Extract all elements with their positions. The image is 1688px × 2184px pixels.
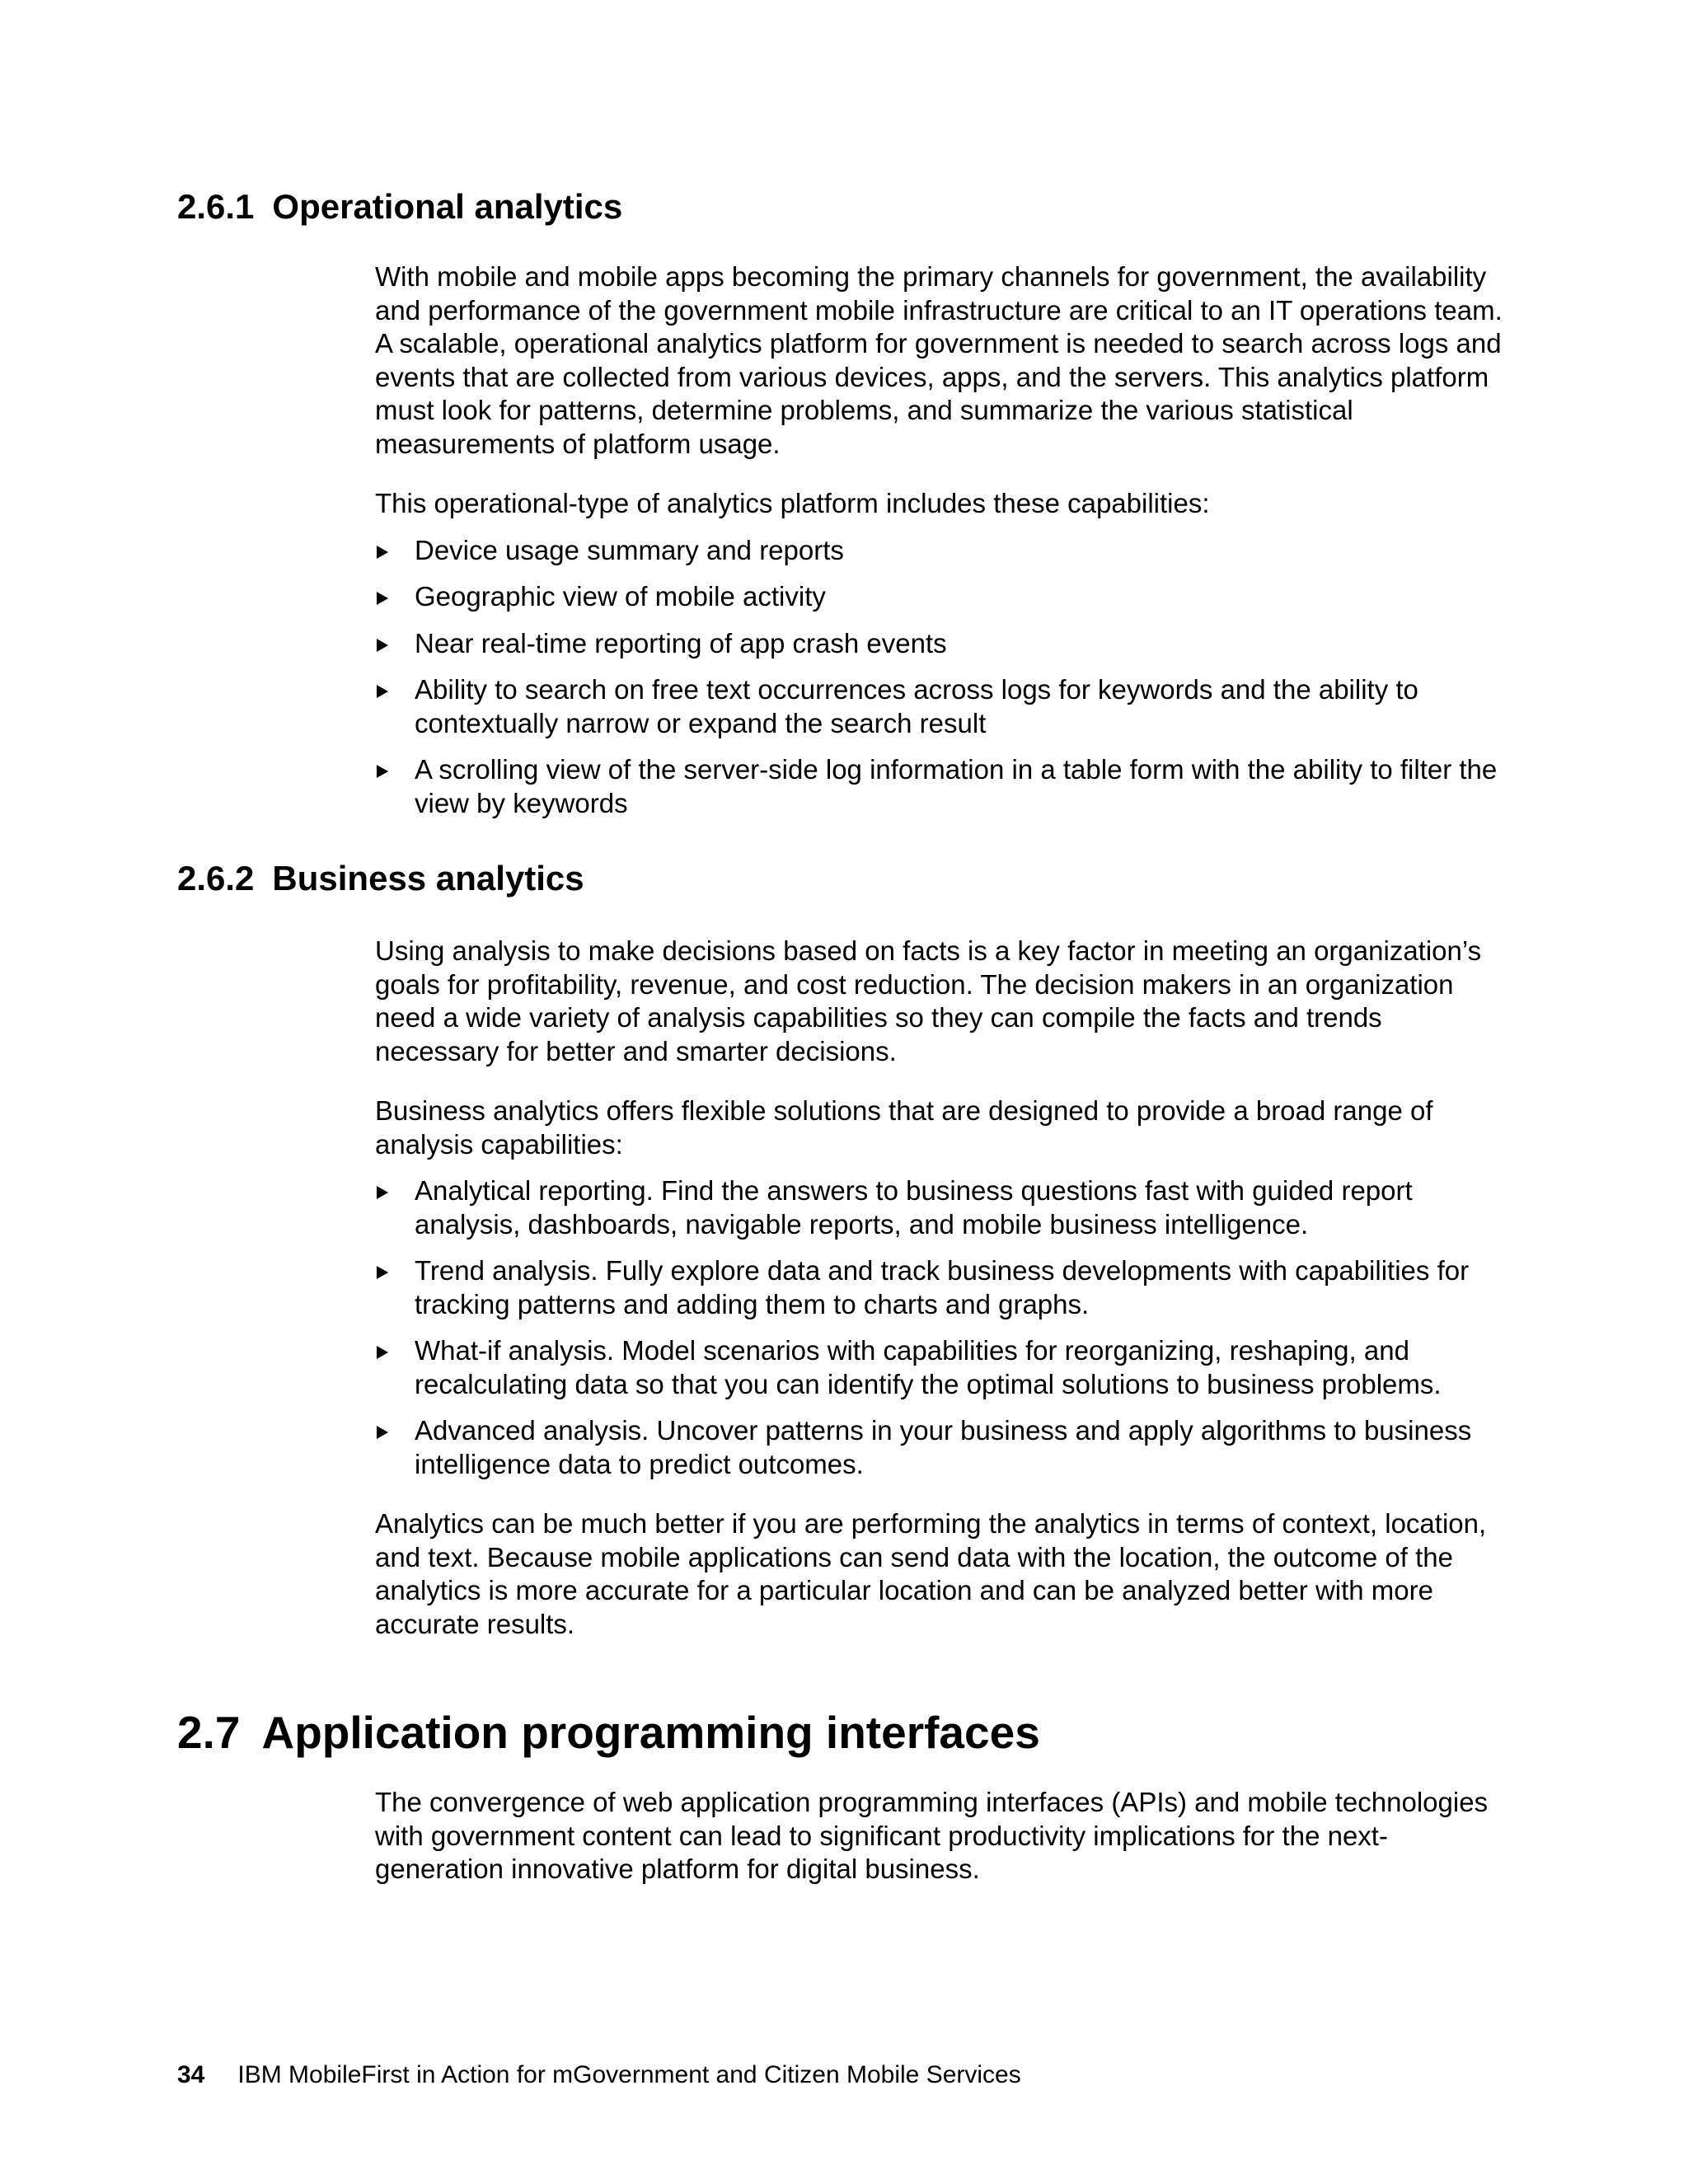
book-title: IBM MobileFirst in Action for mGovernment and Citizen Mobile Services [237,2061,1021,2088]
section-body-2-6-1 [375,260,1508,820]
paragraph: The convergence of web application programming interfaces (APIs) and mobile technologies with government content can lead to significant productivity implications for the next-generation innovative platform for digital business. [375,1787,1489,1884]
list-item-text: Ability to search on free text occurrences across logs for keywords and the ability to contextually narrow or expand the search result [415,674,1418,738]
paragraph: Analytics can be much better if you are performing the analytics in terms of context, location, and text. Because mobile applications can send data with the location, the outcome of the analytics is more accurate for a particular location and can be analyzed better with more accurate results. [375,1508,1487,1639]
section-body-2-7 [375,1786,1508,1886]
list-item-text: A scrolling view of the server-side log information in a table form with the ability to filter the view by keywords [415,754,1498,818]
list-item [375,627,1508,661]
section-heading-2-6-1 [177,187,622,227]
list-item-text: Analytical reporting. Find the answers to business questions fast with guided report analysis, dashboards, navigable reports, and mobile business intelligence. [415,1175,1413,1240]
list-item [375,1414,1508,1481]
bullet-triangle-icon [377,592,388,605]
list-item [375,1254,1508,1321]
bullet-triangle-icon [377,1186,388,1199]
paragraph: This operational-type of analytics platform includes these capabilities: [375,488,1210,518]
paragraph: Business analytics offers flexible solutions that are designed to provide a broad range of analysis capabilities: [375,1095,1433,1160]
bullet-triangle-icon [377,765,388,778]
section-body-2-6-2 [375,935,1508,1641]
section-title: Application programming interfaces [261,1707,1040,1758]
bullet-triangle-icon [377,1426,388,1439]
list-item [375,580,1508,614]
bullet-triangle-icon [377,1346,388,1359]
page-number: 34 [177,2061,205,2088]
list-item [375,534,1508,568]
bullet-triangle-icon [377,639,388,652]
page-footer [177,2060,1021,2090]
list-item [375,1334,1508,1401]
bullet-list [375,534,1508,821]
list-item-text: Trend analysis. Fully explore data and track business developments with capabilities for tracking patterns and adding them to charts and graphs. [415,1255,1470,1319]
section-number: 2.6.1 [177,187,255,226]
bullet-triangle-icon [377,685,388,698]
bullet-triangle-icon [377,546,388,559]
section-heading-2-6-2 [177,859,584,898]
paragraph: Using analysis to make decisions based on facts is a key factor in meeting an organization’s goals for profitability, revenue, and cost reduction. The decision makers in an organization need a wide variety of analysis capabilities so they can compile the facts and trends necessary for better and smarter decisions. [375,935,1482,1066]
list-item-text: Near real-time reporting of app crash events [415,627,947,658]
bullet-list [375,1174,1508,1481]
list-item-text: Advanced analysis. Uncover patterns in your business and apply algorithms to business intelligence data to predict outcomes. [415,1415,1472,1479]
list-item [375,673,1508,740]
paragraph: With mobile and mobile apps becoming the primary channels for government, the availability and performance of the government mobile infrastructure are critical to an IT operations team. A scalable, operational analytics platform for government is needed to search across logs and events that are collected from various devices, apps, and the servers. This analytics platform must look for patterns, determine problems, and summarize the various statistical measurements of platform usage. [375,261,1503,459]
list-item-text: Device usage summary and reports [415,534,844,565]
list-item-text: What-if analysis. Model scenarios with capabilities for reorganizing, reshaping, and recalculating data so that you can identify the optimal solutions to business problems. [415,1335,1442,1399]
chapter-section-heading-2-7 [177,1707,1040,1758]
section-title: Operational analytics [272,187,623,226]
list-item [375,753,1508,820]
section-number: 2.7 [177,1707,241,1758]
list-item-text: Geographic view of mobile activity [415,581,826,612]
list-item [375,1174,1508,1241]
section-title: Business analytics [272,859,584,898]
section-number: 2.6.2 [177,859,255,898]
bullet-triangle-icon [377,1266,388,1279]
